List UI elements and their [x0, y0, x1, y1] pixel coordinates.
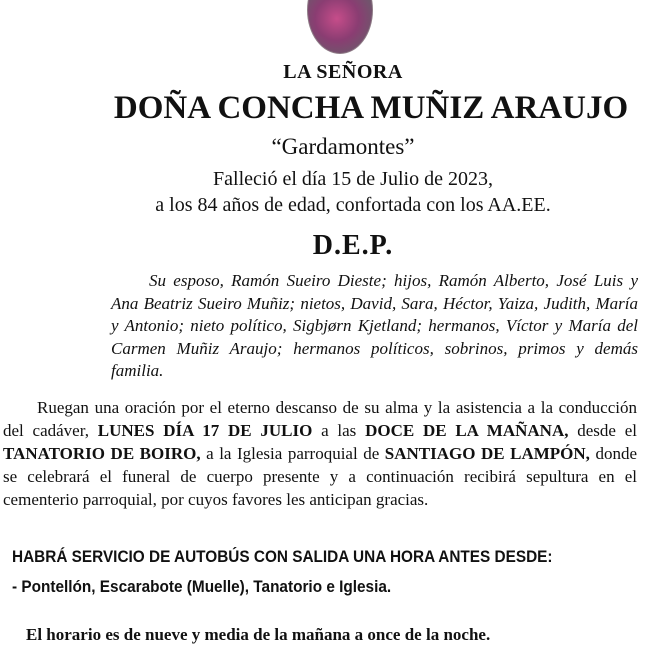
- request-text: Ruegan una oración por el eterno descanso de su alma y la asistencia a la conducción del cadáver,: [3, 398, 637, 440]
- deceased-photo: [307, 0, 373, 54]
- bus-service-heading: HABRÁ SERVICIO DE AUTOBÚS CON SALIDA UNA HORA ANTES DESDE:: [12, 548, 553, 566]
- title-prefix: LA SEÑORA: [283, 61, 403, 83]
- funeral-date: LUNES DÍA 17 DE JULIO: [97, 421, 313, 440]
- request-text: a la Iglesia parroquial de: [200, 444, 385, 463]
- funeral-church: SANTIAGO DE LAMPÓN,: [384, 444, 590, 463]
- request-text: a las: [312, 421, 366, 440]
- request-text: desde el: [568, 421, 637, 440]
- funeral-origin: TANATORIO DE BOIRO,: [3, 444, 201, 463]
- funeral-request-paragraph: [3, 396, 637, 511]
- bus-stops: - Pontellón, Escarabote (Muelle), Tanatorio e Iglesia.: [12, 578, 392, 596]
- age-line: a los 84 años de edad, confortada con los AA.EE.: [155, 194, 551, 216]
- schedule-note: El horario es de nueve y media de la mañana a once de la noche.: [26, 625, 491, 644]
- request-text: donde se celebrará el funeral de cuerpo presente y a continuación recibirá sepultura en el cementerio parroquial, por cuyos favores les anticipan gracias.: [3, 444, 637, 509]
- deceased-name: DOÑA CONCHA MUÑIZ ARAUJO: [113, 90, 629, 126]
- nickname: “Gardamontes”: [271, 134, 415, 159]
- death-date-line: Falleció el día 15 de Julio de 2023,: [213, 168, 493, 190]
- dep-heading: D.E.P.: [312, 230, 394, 261]
- family-paragraph: Su esposo, Ramón Sueiro Dieste; hijos, Ramón Alberto, José Luis y Ana Beatriz Sueiro Muñiz; nietos, David, Sara, Héctor, Yaiza, Judith, María y Antonio; nieto político, Sigbjørn Kjetland; hermanos, Víctor y María del Carmen Muñiz Araujo; hermanos políticos, sobrinos, primos y demás familia.: [111, 271, 638, 380]
- funeral-time: DOCE DE LA MAÑANA,: [365, 421, 569, 440]
